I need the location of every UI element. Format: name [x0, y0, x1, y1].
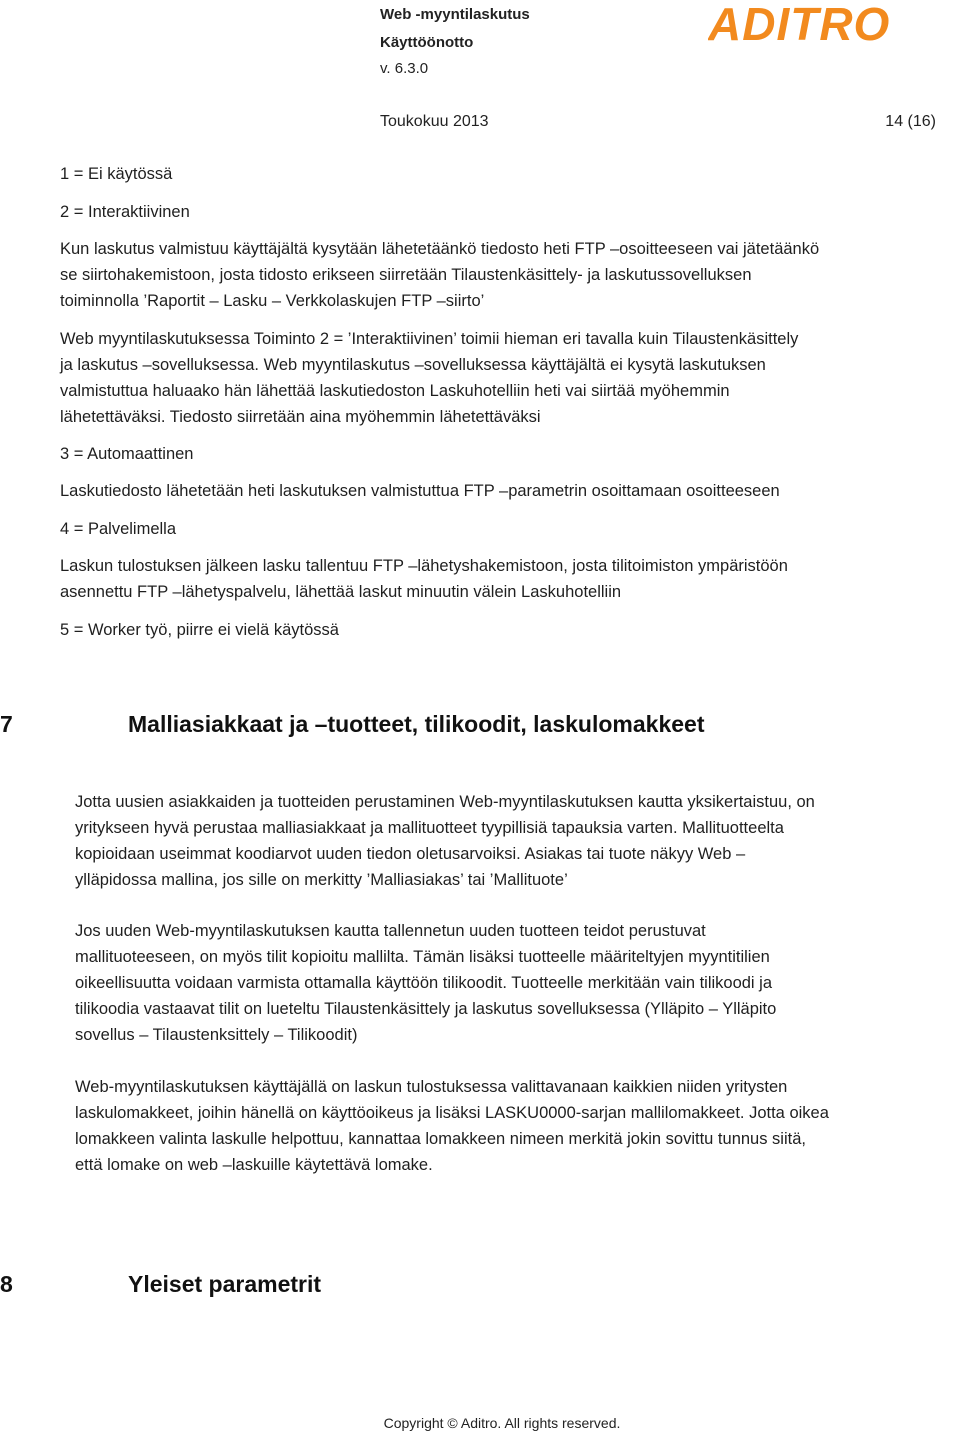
section-8-title: Yleiset parametrit [128, 1271, 322, 1297]
section-7-paragraph-1-line: yritykseen hyvä perustaa malliasiakkaat ja mallituotteet tyypillisiä tapauksia varten. Mallituotteelta [75, 819, 784, 837]
section-7-paragraph-3-line: Web-myyntilaskutuksen käyttäjällä on laskun tulostuksessa valittavanaan kaikkien niiden yritysten [75, 1078, 788, 1096]
option-2-paragraph-1-line: toiminnolla ’Raportit – Lasku – Verkkolaskujen FTP –siirto’ [60, 292, 485, 310]
section-8-number: 8 [0, 1271, 13, 1297]
section-7-paragraph-2-line: tilikoodia vastaavat tilit on lueteltu Tilaustenkäsittely ja laskutus sovelluksessa (Ylläpito – Ylläpito [75, 1000, 777, 1018]
option-4-paragraph-line: Laskun tulostuksen jälkeen lasku tallentuu FTP –lähetyshakemistoon, josta tilitoimiston ympäristöön [60, 557, 788, 575]
option-2-paragraph-2-line: Web myyntilaskutuksessa Toiminto 2 = ’Interaktiivinen’ toimii hieman eri tavalla kuin Tilaustenkäsittely [60, 330, 799, 348]
option-2: 2 = Interaktiivinen [60, 203, 190, 221]
option-2-paragraph-2-line: ja laskutus –sovelluksessa. Web myyntilaskutus –sovelluksessa käyttäjältä ei kysytä laskutuksen [60, 356, 766, 374]
section-7-title: Malliasiakkaat ja –tuotteet, tilikoodit, laskulomakkeet [128, 711, 705, 737]
header-title: Web -myyntilaskutus [380, 6, 530, 23]
option-2-paragraph-1-line: se siirtohakemistoon, josta tidosto erikseen siirretään Tilaustenkäsittely- ja laskutussovelluksen [60, 266, 752, 284]
footer-copyright: Copyright © Aditro. All rights reserved. [383, 1415, 621, 1431]
section-7-paragraph-3-line: laskulomakkeet, joihin hänellä on käyttöoikeus ja lisäksi LASKU0000-sarjan mallilomakkeet. Jotta oikea [75, 1104, 829, 1122]
section-7-paragraph-1-line: kopioidaan useimmat koodiarvot uuden tiedon oletusarvoiksi. Asiakas tai tuote näkyy Web – [75, 845, 746, 863]
section-7-number: 7 [0, 711, 13, 737]
header-date: Toukokuu 2013 [380, 113, 489, 130]
aditro-logo [708, 2, 932, 46]
section-7-paragraph-2-line: oikeellisuutta voidaan varmista ottamalla käyttöön tilikoodit. Tuotteelle merkitään vain tilikoodi ja [75, 974, 773, 992]
option-1: 1 = Ei käytössä [60, 165, 173, 183]
option-2-paragraph-2-line: lähetettäväksi. Tiedosto siirretään aina myöhemmin lähetettäväksi [60, 408, 541, 426]
section-7-paragraph-1-line: ylläpidossa mallina, jos sille on merkitty ’Malliasiakas’ tai ’Mallituote’ [75, 871, 568, 889]
option-4-paragraph-line: asennettu FTP –lähetyspalvelu, lähettää laskut minuutin välein Laskuhotelliin [60, 583, 622, 601]
section-7-paragraph-2-line: Jos uuden Web-myyntilaskutuksen kautta tallennetun uuden tuotteen teidot perustuvat [75, 922, 706, 940]
section-7-paragraph-3-line: että lomake on web –laskuille käytettävä lomake. [75, 1156, 433, 1174]
header-version: v. 6.3.0 [380, 60, 429, 77]
section-7-paragraph-3-line: lomakkeen valinta laskulle helpottuu, kannattaa lomakkeen nimeen merkitä jokin sovittu tunnus siitä, [75, 1130, 806, 1148]
page-number: 14 (16) [885, 113, 936, 130]
option-4: 4 = Palvelimella [60, 520, 177, 538]
option-5: 5 = Worker työ, piirre ei vielä käytössä [60, 621, 339, 639]
logo-wordmark: ADITRO [708, 2, 891, 46]
section-7-paragraph-1-line: Jotta uusien asiakkaiden ja tuotteiden perustaminen Web-myyntilaskutuksen kautta yksikertaistuu, on [75, 793, 815, 811]
section-7-paragraph-2-line: sovellus – Tilaustenksittely – Tilikoodit) [75, 1026, 358, 1044]
option-2-paragraph-2-line: valmistuttua haluaako hän lähettää laskutiedoston Laskuhotelliin heti vai siirtää myöhemmin [60, 382, 730, 400]
option-3-paragraph: Laskutiedosto lähetetään heti laskutuksen valmistuttua FTP –parametrin osoittamaan osoitteeseen [60, 482, 780, 500]
header-subtitle: Käyttöönotto [380, 34, 474, 51]
option-3: 3 = Automaattinen [60, 445, 194, 463]
section-7-paragraph-2-line: mallituoteeseen, on myös tilit kopioitu mallilta. Tämän lisäksi tuotteelle määriteltyjen myyntitilien [75, 948, 770, 966]
option-2-paragraph-1-line: Kun laskutus valmistuu käyttäjältä kysytään lähetetäänkö tiedosto heti FTP –osoitteeseen vai jätetäänkö [60, 240, 820, 258]
